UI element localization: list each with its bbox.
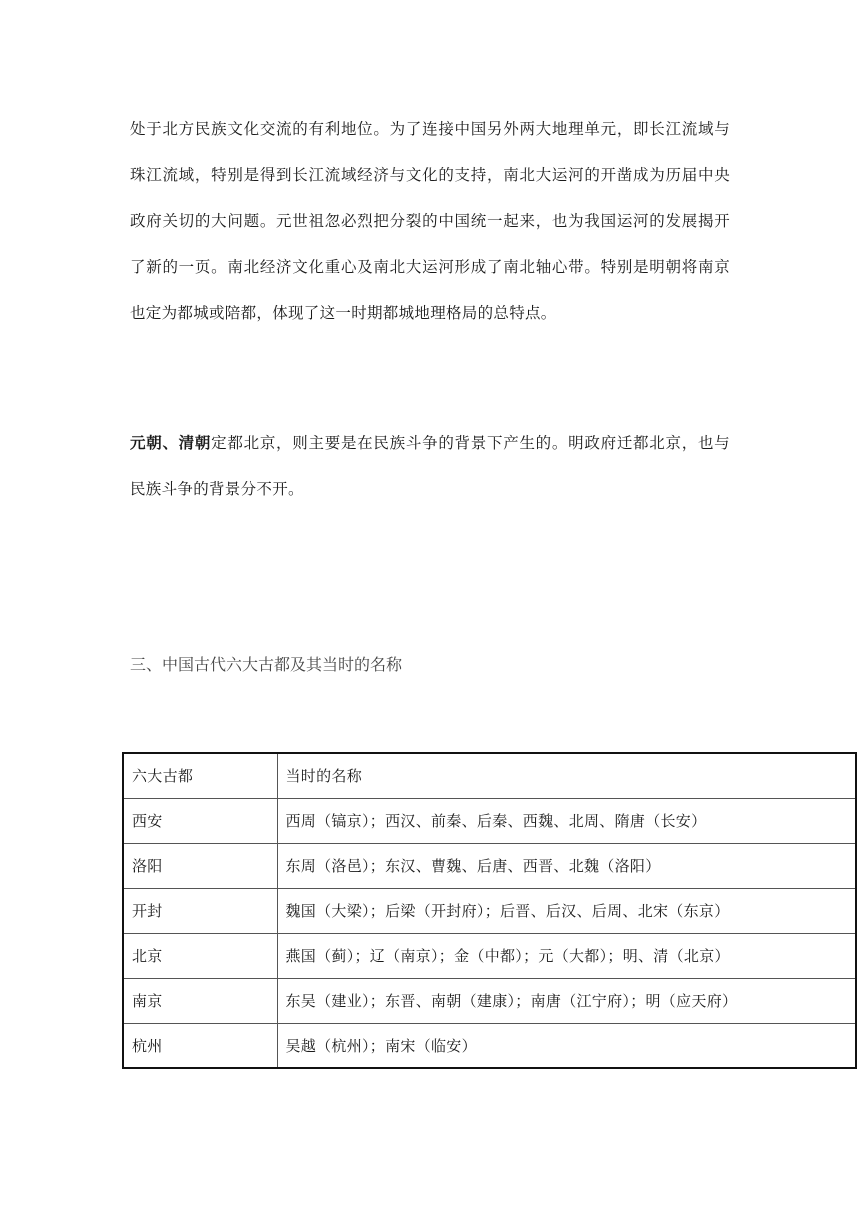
- header-cell-capital: 六大古都: [123, 753, 277, 798]
- table-row: [123, 798, 856, 843]
- capital-cell: 南京: [123, 978, 277, 1023]
- table-row: [123, 978, 856, 1023]
- capital-cell: 开封: [123, 888, 277, 933]
- historical-names-cell: 东周（洛邑）；东汉、曹魏、后唐、西晋、北魏（洛阳）: [277, 843, 856, 888]
- capital-cell: 杭州: [123, 1023, 277, 1068]
- header-cell-names: 当时的名称: [277, 753, 856, 798]
- table-row: [123, 933, 856, 978]
- table-row: [123, 888, 856, 933]
- body-paragraph-1: 处于北方民族文化交流的有利地位。为了连接中国另外两大地理单元，即长江流域与珠江流域，特别是得到长江流域经济与文化的支持，南北大运河的开凿成为历届中央政府关切的大问题。元世祖忽必烈把分裂的中国统一起来，也为我国运河的发展揭开了新的一页。南北经济文化重心及南北大运河形成了南北轴心带。特别是明朝将南京也定为都城或陪都，体现了这一时期都城地理格局的总特点。: [130, 120, 730, 322]
- table-row: [123, 1023, 856, 1068]
- ancient-capitals-table: [122, 752, 857, 1069]
- capital-cell: 洛阳: [123, 843, 277, 888]
- historical-names-cell: 东吴（建业）；东晋、南朝（建康）；南唐（江宁府）；明（应天府）: [277, 978, 856, 1023]
- body-paragraph-2: [130, 420, 730, 512]
- table-row: [123, 843, 856, 888]
- capital-cell: 北京: [123, 933, 277, 978]
- table-header-row: [123, 753, 856, 798]
- historical-names-cell: 燕国（蓟）；辽（南京）；金（中都）；元（大都）；明、清（北京）: [277, 933, 856, 978]
- historical-names-cell: 西周（镐京）；西汉、前秦、后秦、西魏、北周、隋唐（长安）: [277, 798, 856, 843]
- bold-dynasties: 元朝、清朝: [130, 434, 212, 452]
- historical-names-cell: 吴越（杭州）；南宋（临安）: [277, 1023, 856, 1068]
- paragraph-2-text: 定都北京，则主要是在民族斗争的背景下产生的。明政府迁都北京，也与民族斗争的背景分不开。: [130, 434, 730, 498]
- historical-names-cell: 魏国（大梁）；后梁（开封府）；后晋、后汉、后周、北宋（东京）: [277, 888, 856, 933]
- capital-cell: 西安: [123, 798, 277, 843]
- section-title: 三、中国古代六大古都及其当时的名称: [130, 655, 403, 674]
